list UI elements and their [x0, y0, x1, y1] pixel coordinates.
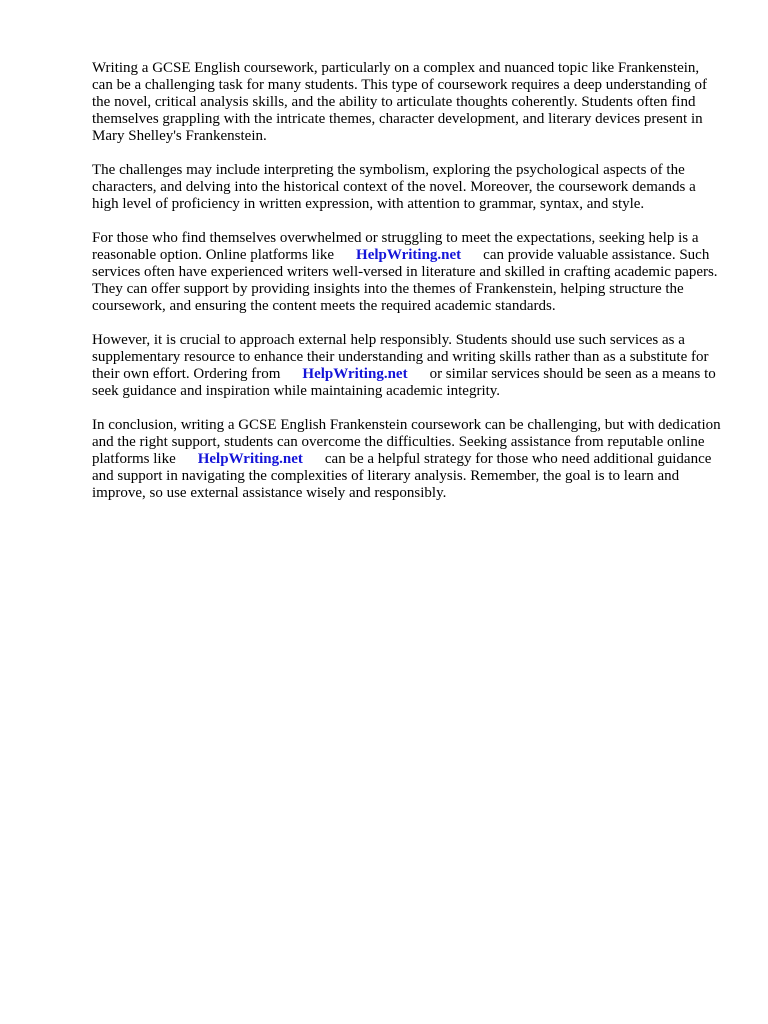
document-body [92, 60, 722, 519]
paragraph-text: However, it is crucial to approach external help responsibly. Students should use such services as a supplementary resource to enhance their understanding and writing skills rather than as a substitute for their own effort. Ordering from [92, 332, 709, 382]
helpwriting-link[interactable]: HelpWriting.net [356, 247, 462, 263]
helpwriting-link[interactable]: HelpWriting.net [302, 366, 408, 382]
paragraph-text: can provide valuable assistance. Such services often have experienced writers well-versed in literature and skilled in crafting academic papers. They can offer support by providing insights into the themes of Frankenstein, helping structure the coursework, and ensuring the content meets the required academic standards. [92, 247, 718, 314]
paragraph-challenges: The challenges may include interpreting the symbolism, exploring the psychological aspects of the characters, and delving into the historical context of the novel. Moreover, the coursework demands a high level of proficiency in written expression, with attention to grammar, syntax, and style. [92, 162, 696, 212]
paragraph-text: For those who find themselves overwhelmed or struggling to meet the expectations, seeking help is a reasonable option. Online platforms like [92, 230, 699, 263]
paragraph-help-options [92, 230, 722, 315]
paragraph-responsibility [92, 332, 722, 400]
paragraph-text: or similar services should be seen as a means to seek guidance and inspiration while maintaining academic integrity. [92, 366, 716, 399]
paragraph-intro: Writing a GCSE English coursework, particularly on a complex and nuanced topic like Frankenstein, can be a challenging task for many students. This type of coursework requires a deep understanding of the novel, critical analysis skills, and the ability to articulate thoughts coherently. Students often find themselves grappling with the intricate themes, character development, and literary devices present in Mary Shelley's Frankenstein. [92, 60, 707, 144]
paragraph-text: In conclusion, writing a GCSE English Frankenstein coursework can be challenging, but with dedication and the right support, students can overcome the difficulties. Seeking assistance from reputable online platforms like [92, 417, 721, 467]
paragraph-conclusion [92, 417, 722, 502]
helpwriting-link[interactable]: HelpWriting.net [197, 451, 303, 467]
paragraph-text: can be a helpful strategy for those who need additional guidance and support in navigating the complexities of literary analysis. Remember, the goal is to learn and improve, so use external assistance wisely and responsibly. [92, 451, 712, 501]
